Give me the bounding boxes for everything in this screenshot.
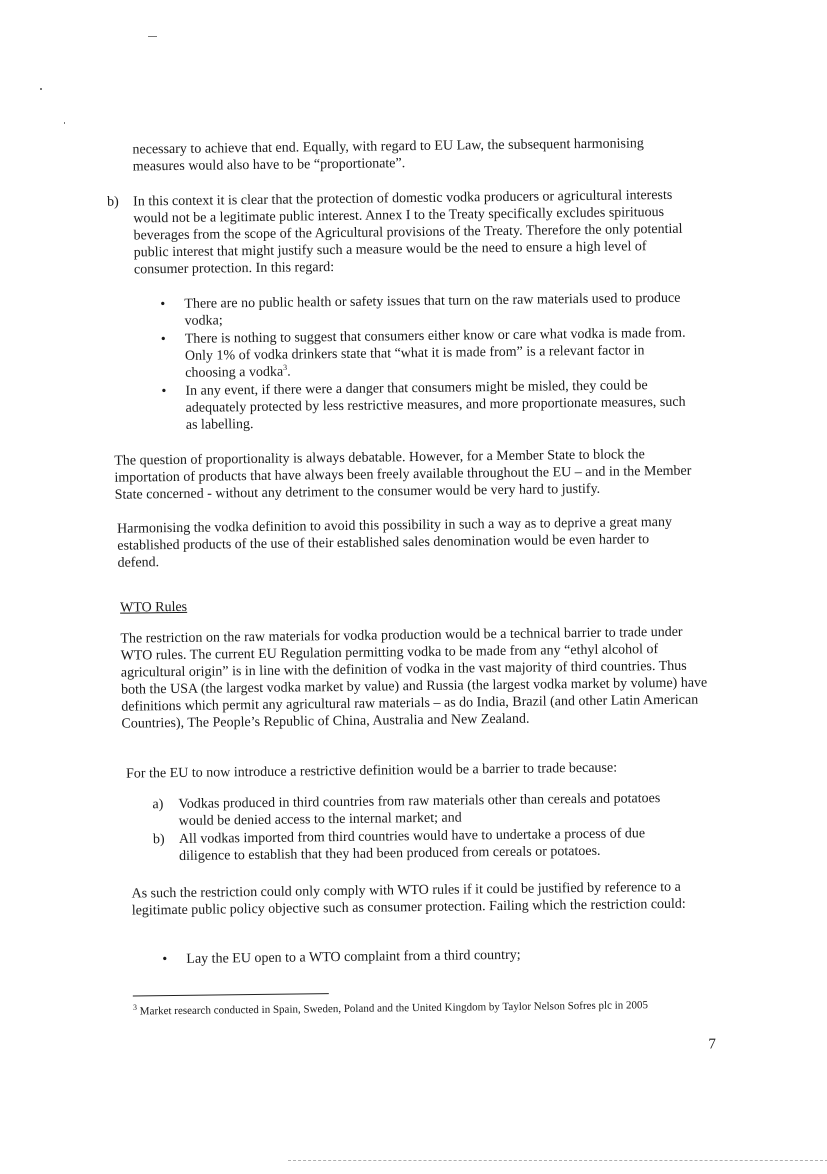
top-paragraph-line-2: measures would also have to be “proportionate”.: [132, 156, 406, 175]
point-b-text: In this context it is clear that the protection of domestic vodka producers or agricultural interests would not be a legitimate public interest. Annex I to the Treaty specifically excludes spirituous beverages from the scope of the Agricultural provisions of the Treaty. Therefore the only potential public interest that might justify such a measure would be the need to ensure a high level of consumer protection. In this regard:: [133, 187, 683, 278]
consumer-bullet-list: [160, 290, 692, 434]
scan-mark: [148, 36, 157, 37]
bullet-text: There is nothing to suggest that consumers either know or care what vodka is made from. Only 1% of vodka drinkers state that “what it is made from” is a relevant factor in choosing a vodka: [184, 325, 686, 381]
bullet-text: In any event, if there were a danger that consumers might be misled, they could be adequately protected by less restrictive measures, and more proportionate measures, such as labelling.: [185, 378, 686, 433]
top-paragraph-line-1: necessary to achieve that end. Equally, with regard to EU Law, the subsequent harmonising: [132, 136, 644, 158]
footnote-marker: 3: [132, 1002, 138, 1012]
list-item: [162, 945, 682, 968]
list-item-label: b): [152, 832, 165, 848]
final-bullet-list: [162, 945, 682, 968]
footnote-text: Market research conducted in Spain, Sweden, Poland and the United Kingdom by Taylor Nelson Sofres plc in 2005: [139, 999, 649, 1018]
bullet-icon: •: [161, 384, 167, 400]
harmonising-paragraph: Harmonising the vodka definition to avoid this possibility in such a way as to deprive a great many established products of the use of their established sales denomination would be even harder to defend.: [117, 514, 673, 571]
list-item: [160, 290, 690, 330]
barrier-intro: For the EU to now introduce a restrictive definition would be a barrier to trade because:: [126, 760, 618, 782]
scan-mark: [64, 122, 65, 124]
footnote: [133, 998, 733, 1018]
proportionality-paragraph: The question of proportionality is always debatable. However, for a Member State to block the importation of products that have always been freely available throughout the EU – and in the Member State concerned - without any detriment to the consumer would be very hard to justify.: [114, 447, 692, 503]
list-item: [152, 790, 697, 831]
barrier-list: [152, 790, 698, 866]
list-item: [161, 377, 692, 434]
top-paragraph: [132, 135, 692, 176]
list-item-text: All vodkas imported from third countries would have to undertake a process of due diligence to establish that they had been produced from cereals or potatoes.: [178, 826, 646, 864]
bullet-text: There are no public health or safety issues that turn on the raw materials used to produce vodka;: [184, 290, 681, 329]
wto-paragraph: The restriction on the raw materials for vodka production would be a technical barrier to trade under WTO rules. The current EU Regulation permitting vodka to be made from any “ethyl alcohol of agricultural origin” is in line with the definition of vodka in the vast majority of third countries. Thus both the USA (the largest vodka market by value) and Russia (the largest vodka market by volume) have definitions which permit any agricultural raw materials – as do India, Brazil (and other Latin American Countries), The People’s Republic of China, Australia and New Zealand.: [120, 624, 708, 732]
list-item-text: Vodkas produced in third countries from raw materials other than cereals and potatoes would be denied access to the internal market; and: [178, 791, 661, 829]
list-item: [153, 825, 698, 866]
list-item: [161, 325, 692, 382]
footnote-reference: 3: [283, 362, 288, 372]
bullet-icon: •: [162, 952, 168, 968]
bullet-icon: •: [160, 297, 166, 313]
bullet-text-end: .: [287, 364, 291, 380]
list-item-label: a): [152, 797, 164, 813]
wto-heading: WTO Rules: [119, 599, 188, 616]
scan-edge: [288, 1160, 827, 1161]
bullet-icon: •: [160, 332, 166, 348]
point-b-label: b): [107, 194, 119, 210]
footnote-divider: [133, 993, 329, 996]
bullet-text: Lay the EU open to a WTO complaint from a third country;: [186, 947, 521, 967]
page-number: 7: [708, 1036, 717, 1053]
scan-mark: [40, 88, 42, 90]
point-b: [107, 187, 693, 279]
comply-paragraph: As such the restriction could only comply with WTO rules if it could be justified by reference to a legitimate public policy objective such as consumer protection. Failing which the restriction could:: [131, 879, 686, 919]
